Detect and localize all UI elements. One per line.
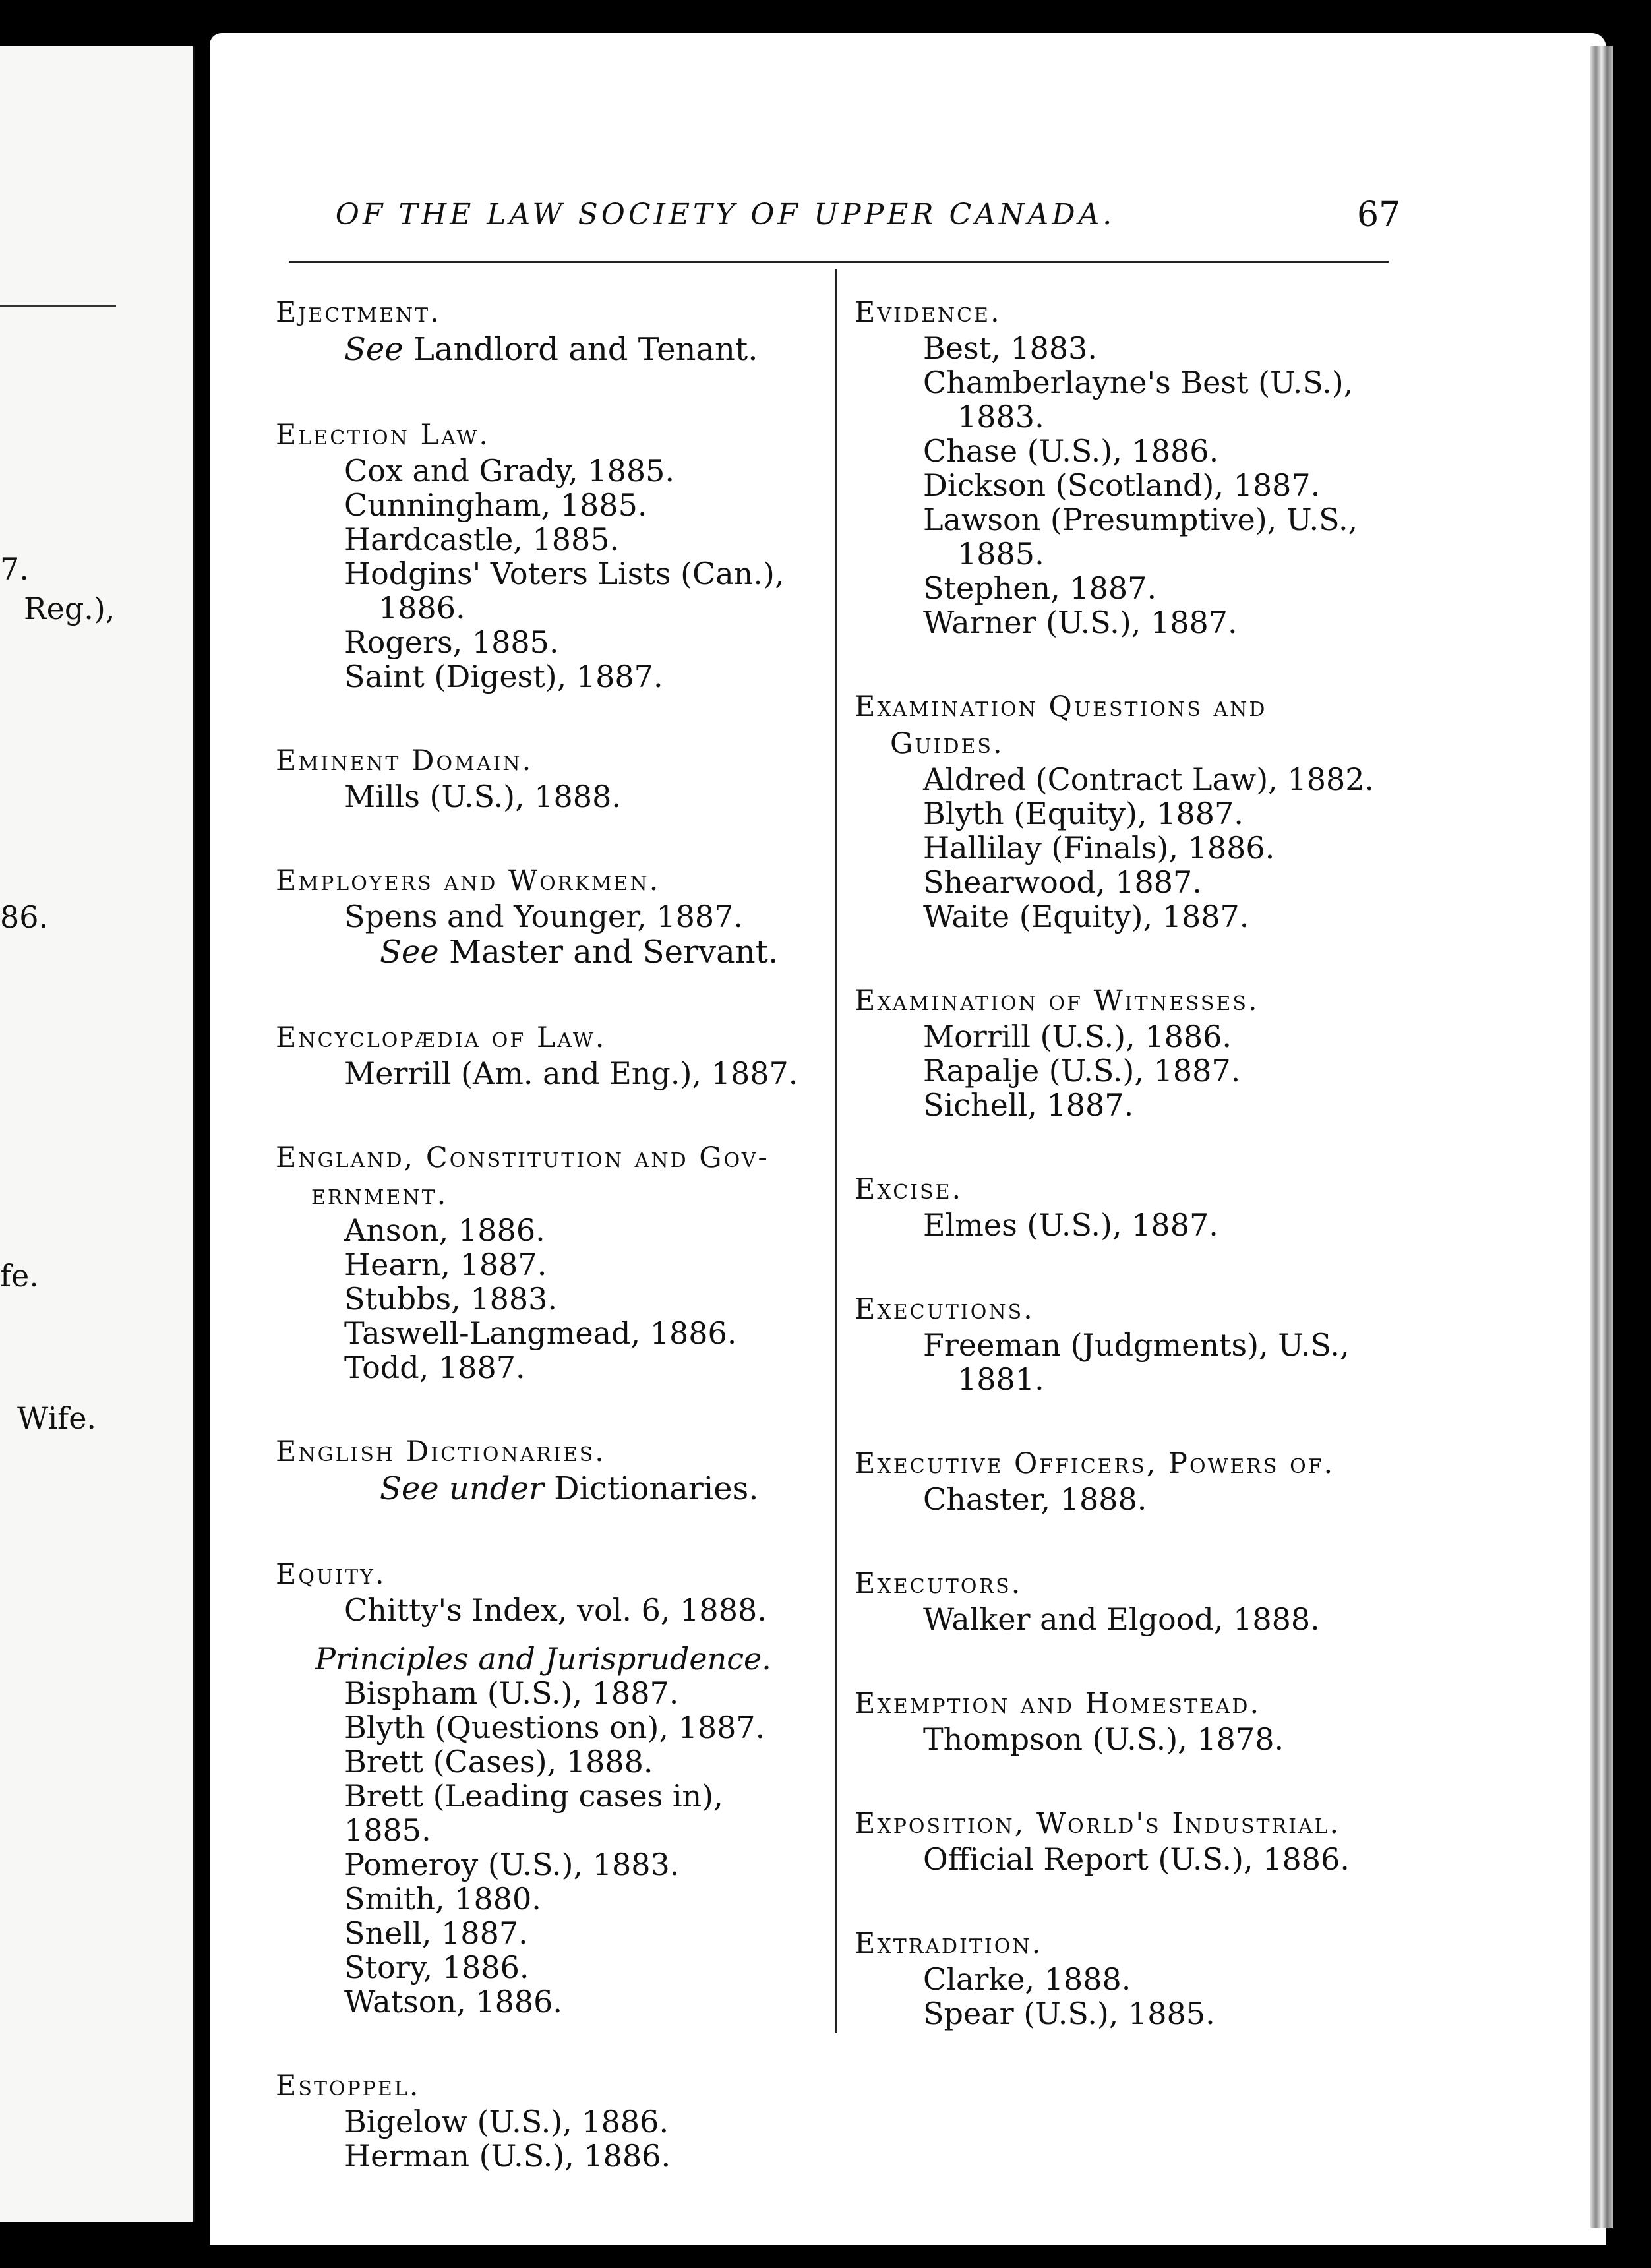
facing-page-fragment: Reg.), — [24, 591, 115, 626]
page-edge — [1590, 46, 1613, 2228]
entry-heading: Exemption and Homestead. — [855, 1687, 1261, 1720]
entry-heading: Election Law. — [276, 419, 491, 452]
cross-reference — [276, 934, 810, 970]
cross-reference — [276, 331, 810, 368]
entry-heading: Executors. — [855, 1567, 1023, 1600]
entry-item: 1886. — [378, 590, 465, 626]
index-entry — [855, 688, 1408, 934]
index-entry — [276, 1556, 810, 2019]
entry-item: Walker and Elgood, 1888. — [923, 1601, 1320, 1637]
entry-item: Spear (U.S.), 1885. — [923, 1996, 1215, 2031]
index-entry — [855, 1805, 1408, 1876]
entry-item: Chase (U.S.), 1886. — [923, 433, 1219, 469]
entry-heading: Evidence. — [855, 296, 1002, 329]
entry-item: Aldred (Contract Law), 1882. — [923, 761, 1375, 797]
header-rule — [289, 261, 1389, 263]
entry-item: Cunningham, 1885. — [344, 487, 647, 523]
entry-item: 1883. — [957, 399, 1044, 434]
index-entry — [855, 1445, 1408, 1516]
facing-page-fragment: 7. — [0, 551, 29, 587]
index-entry — [276, 862, 810, 970]
facing-page-fragment: fe. — [0, 1258, 39, 1294]
entry-item: Rogers, 1885. — [344, 624, 559, 660]
page-number: 67 — [1357, 195, 1401, 235]
entry-item: Hallilay (Finals), 1886. — [923, 830, 1275, 866]
entry-item: Rapalje (U.S.), 1887. — [923, 1053, 1241, 1089]
right-column — [855, 294, 1408, 2079]
entry-heading: Equity. — [276, 1558, 386, 1591]
entry-item: Lawson (Presumptive), U.S., — [923, 502, 1358, 537]
column-divider — [835, 269, 837, 2033]
entry-item: Blyth (Questions on), 1887. — [344, 1710, 765, 1745]
index-entry — [276, 1019, 810, 1090]
entry-item: Bigelow (U.S.), 1886. — [344, 2104, 669, 2139]
entry-item: Freeman (Judgments), U.S., — [923, 1327, 1350, 1363]
index-entry — [855, 1171, 1408, 1242]
index-entry — [276, 417, 810, 694]
entry-item: Stubbs, 1883. — [344, 1281, 558, 1317]
index-entry — [855, 1291, 1408, 1396]
entry-item: Snell, 1887. — [344, 1915, 528, 1951]
entry-item: Chitty's Index, vol. 6, 1888. — [344, 1592, 767, 1628]
facing-page-fragment: 86. — [0, 899, 49, 935]
entry-item: Story, 1886. — [344, 1950, 529, 1985]
left-column — [276, 294, 810, 2222]
entry-heading: England, Constitution and Gov- — [276, 1141, 769, 1174]
entry-item: Warner (U.S.), 1887. — [923, 605, 1238, 640]
index-entry — [855, 1925, 1408, 2031]
entry-item: Official Report (U.S.), 1886. — [923, 1841, 1350, 1877]
entry-heading: Eminent Domain. — [276, 744, 533, 777]
entry-item: Thompson (U.S.), 1878. — [923, 1721, 1284, 1757]
entry-item: 1881. — [957, 1361, 1044, 1397]
index-entry — [855, 1565, 1408, 1636]
index-entry — [276, 294, 810, 368]
entry-heading: Extradition. — [855, 1927, 1043, 1960]
entry-subheading: Principles and Jurisprudence. — [315, 1641, 771, 1677]
entry-heading-continued: ernment. — [311, 1178, 448, 1211]
see-target: Master and Servant. — [438, 934, 779, 970]
entry-item: Hardcastle, 1885. — [344, 522, 620, 557]
entry-heading: Excise. — [855, 1173, 963, 1206]
entry-item: Anson, 1886. — [344, 1212, 545, 1248]
entry-item: Mills (U.S.), 1888. — [344, 779, 621, 814]
entry-item: Smith, 1880. — [344, 1881, 541, 1917]
entry-heading: Executions. — [855, 1293, 1035, 1326]
see-target: Dictionaries. — [543, 1470, 759, 1507]
entry-heading: Examination Questions and — [855, 690, 1267, 723]
entry-heading: Encyclopædia of Law. — [276, 1021, 607, 1054]
entry-item: Stephen, 1887. — [923, 570, 1157, 606]
entry-heading: Exposition, World's Industrial. — [855, 1807, 1341, 1840]
entry-item: Watson, 1886. — [344, 1984, 563, 2019]
entry-item: Blyth (Equity), 1887. — [923, 796, 1244, 831]
entry-item: Todd, 1887. — [344, 1350, 525, 1385]
entry-item: Taswell-Langmead, 1886. — [344, 1315, 737, 1351]
see-keyword: See — [380, 934, 439, 970]
entry-item: Spens and Younger, 1887. — [344, 899, 744, 934]
entry-item: Hodgins' Voters Lists (Can.), — [344, 556, 785, 591]
entry-heading: Estoppel. — [276, 2070, 421, 2103]
index-entry — [276, 742, 810, 814]
entry-item: Shearwood, 1887. — [923, 864, 1202, 900]
index-entry — [276, 1433, 810, 1507]
entry-item: Elmes (U.S.), 1887. — [923, 1207, 1218, 1243]
facing-page — [0, 46, 195, 2222]
entry-item: Bispham (U.S.), 1887. — [344, 1675, 679, 1711]
entry-item: Sichell, 1887. — [923, 1087, 1134, 1123]
entry-item: Hearn, 1887. — [344, 1247, 547, 1282]
entry-item: Merrill (Am. and Eng.), 1887. — [344, 1056, 798, 1091]
entry-heading-continued: Guides. — [890, 727, 1004, 760]
entry-item: Chamberlayne's Best (U.S.), — [923, 365, 1354, 400]
entry-item: Cox and Grady, 1885. — [344, 453, 675, 489]
see-keyword: See under — [380, 1470, 544, 1507]
entry-item: Best, 1883. — [923, 330, 1098, 366]
index-entry — [855, 1685, 1408, 1756]
index-entry — [276, 1139, 810, 1385]
entry-item: Brett (Leading cases in), 1885. — [344, 1778, 723, 1848]
entry-heading: Examination of Witnesses. — [855, 984, 1259, 1017]
entry-heading: Executive Officers, Powers of. — [855, 1447, 1335, 1480]
index-entry — [855, 294, 1408, 640]
entry-item: Dickson (Scotland), 1887. — [923, 467, 1321, 503]
entry-item: Pomeroy (U.S.), 1883. — [344, 1847, 680, 1882]
see-keyword: See — [344, 331, 404, 368]
entry-item: Morrill (U.S.), 1886. — [923, 1019, 1232, 1054]
entry-item: Herman (U.S.), 1886. — [344, 2138, 671, 2174]
entry-heading: Employers and Workmen. — [276, 864, 661, 897]
entry-item: Clarke, 1888. — [923, 1961, 1131, 1997]
entry-item: Saint (Digest), 1887. — [344, 659, 663, 694]
facing-page-fragment: Wife. — [17, 1400, 97, 1436]
entry-item: Waite (Equity), 1887. — [923, 899, 1249, 934]
cross-reference — [276, 1470, 810, 1507]
index-entry — [855, 982, 1408, 1122]
entry-item: Chaster, 1888. — [923, 1481, 1147, 1517]
see-target: Landlord and Tenant. — [403, 331, 758, 368]
entry-item: 1885. — [957, 536, 1044, 572]
entry-heading: Ejectment. — [276, 296, 441, 329]
entry-heading: English Dictionaries. — [276, 1435, 606, 1468]
running-head: OF THE LAW SOCIETY OF UPPER CANADA. — [335, 198, 1116, 231]
facing-page-rule — [0, 305, 116, 307]
index-entry — [276, 2068, 810, 2173]
entry-item: Brett (Cases), 1888. — [344, 1744, 653, 1779]
